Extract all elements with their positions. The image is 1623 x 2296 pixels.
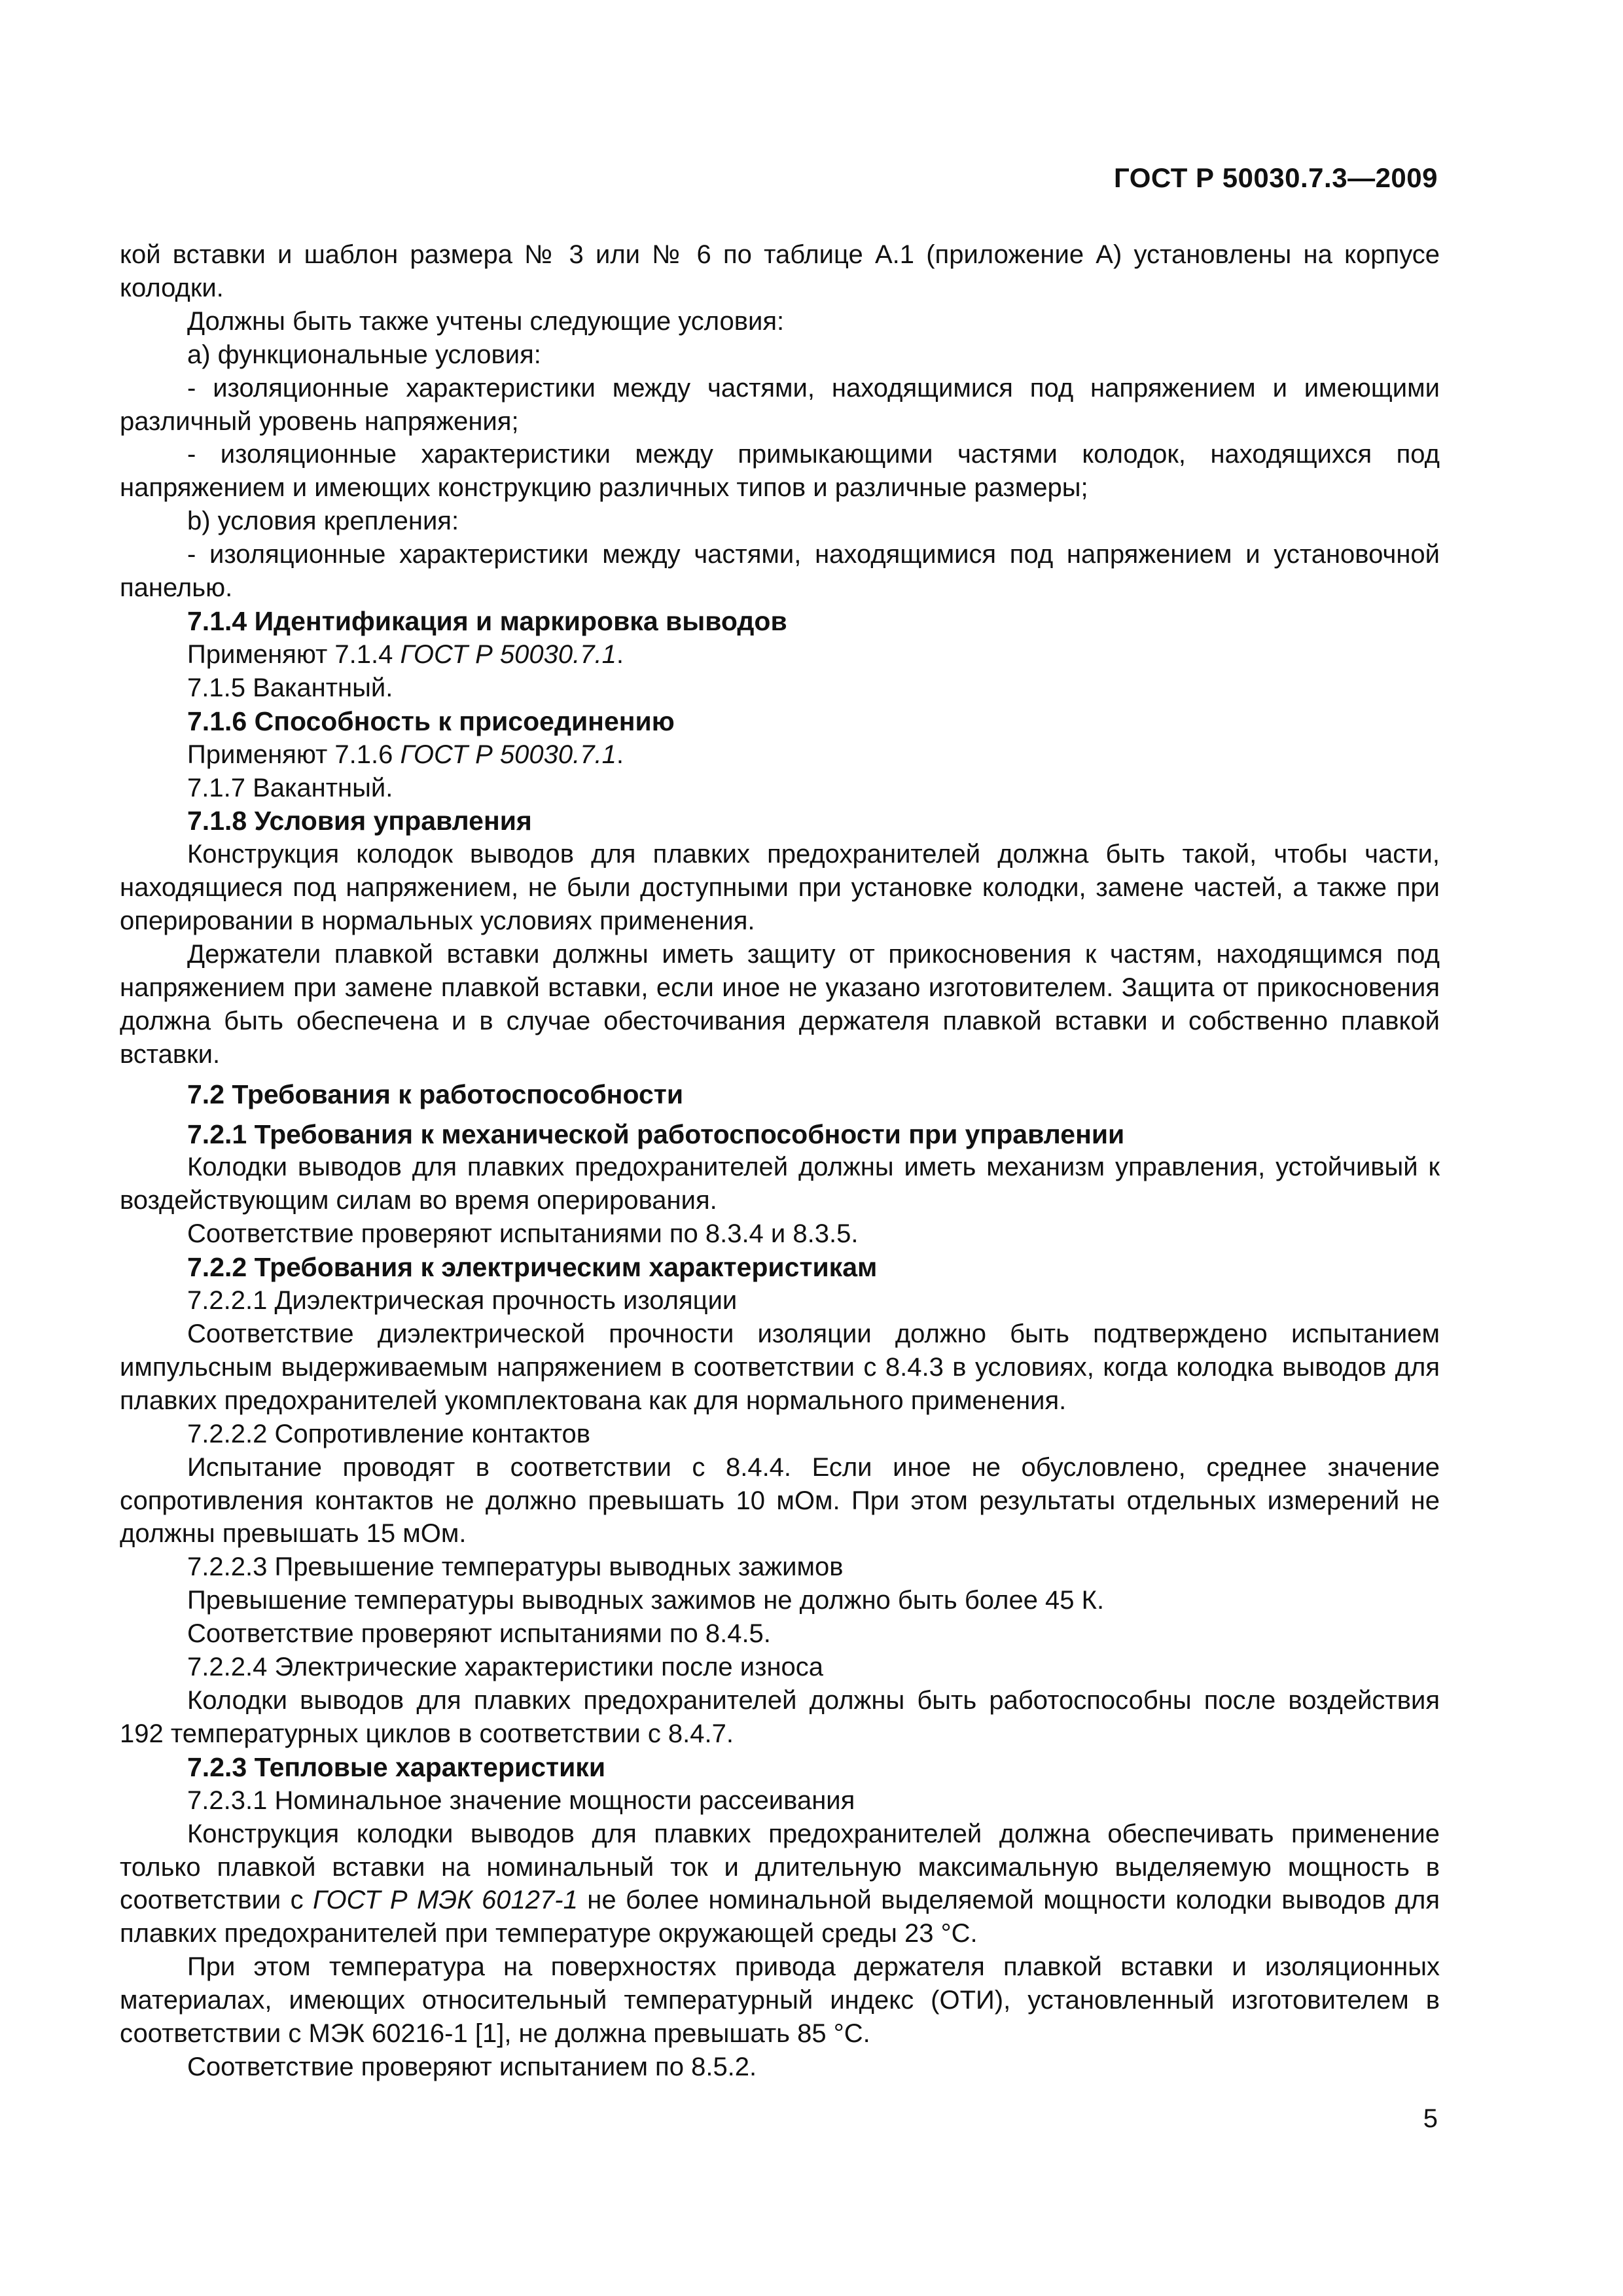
list-item: - изоляционные характеристики между примыкающими частями колодок, находящихся под напряжением и имеющих конструкцию различных типов и различные размеры;	[120, 440, 1440, 503]
standard-reference: ГОСТ Р МЭК 60127-1	[313, 1886, 578, 1915]
page-number: 5	[1423, 2104, 1438, 2133]
list-item: b) условия крепления:	[187, 507, 459, 536]
paragraph: Соответствие проверяют испытаниями по 8.3.4 и 8.3.5.	[187, 1219, 859, 1249]
paragraph: Конструкция колодок выводов для плавких предохранителей должна быть такой, чтобы части, находящиеся под напряжением, не были доступными при установке колодки, замене частей, а также при оперировании в нормальных условиях применения.	[120, 840, 1440, 936]
paragraph: 7.1.5 Вакантный.	[187, 673, 393, 702]
paragraph: Соответствие проверяют испытаниями по 8.4.5.	[187, 1619, 771, 1649]
subsection-title: 7.2.2.4 Электрические характеристики после износа	[187, 1653, 824, 1682]
paragraph: кой вставки и шаблон размера № 3 или № 6 по таблице А.1 (приложение А) установлены на корпусе колодки.	[120, 240, 1440, 302]
standard-reference: ГОСТ Р 50030.7.1	[400, 639, 616, 669]
paragraph: Колодки выводов для плавких предохранителей должны быть работоспособны после воздействия 192 температурных циклов в соответствии с 8.4.7.	[120, 1685, 1440, 1748]
list-item: - изоляционные характеристики между частями, находящимися под напряжением и установочной панелью.	[120, 540, 1440, 603]
paragraph: При этом температура на поверхностях привода держателя плавкой вставки и изоляционных материалах, имеющих относительный температурный индекс (ОТИ), установленный изготовителем в соответствии с МЭК 60216-1 [1], не должна превышать 85 °С.	[120, 1952, 1440, 2049]
paragraph-reference: Конструкция колодки выводов для плавких предохранителей должна обеспечивать применение только плавкой вставки на номинальный ток и длительную максимальную выделяемую мощность в соответствии с ГОСТ Р МЭК 60127-1 не более номинальной выделяемой мощности колодки выводов для плавких предохранителей при температуре окружающей среды 23 °С.	[120, 1819, 1440, 1948]
paragraph: Соответствие диэлектрической прочности изоляции должно быть подтверждено испытанием импульсным выдерживаемым напряжением в соответствии с 8.4.3 в условиях, когда колодка выводов для плавких предохранителей укомплектована как для нормального применения.	[120, 1319, 1440, 1415]
document-body	[120, 238, 1440, 2084]
subsection-title: 7.2.2.3 Превышение температуры выводных зажимов	[187, 1552, 844, 1582]
section-heading-7-1-8: 7.1.8 Условия управления	[187, 806, 532, 836]
list-item: а) функциональные условия:	[187, 340, 541, 369]
subsection-title: 7.2.2.1 Диэлектрическая прочность изоляции	[187, 1286, 738, 1316]
paragraph: Испытание проводят в соответствии с 8.4.4. Если иное не обусловлено, среднее значение сопротивления контактов не должно превышать 10 мОм. При этом результаты отдельных измерений не должны превышать 15 мОм.	[120, 1452, 1440, 1549]
paragraph: Превышение температуры выводных зажимов не должно быть более 45 К.	[187, 1586, 1105, 1615]
subsection-title: 7.2.3.1 Номинальное значение мощности рассеивания	[187, 1785, 855, 1815]
paragraph: Соответствие проверяют испытанием по 8.5.2.	[187, 2052, 757, 2081]
subsection-title: 7.2.2.2 Сопротивление контактов	[187, 1419, 590, 1448]
section-heading-7-1-6: 7.1.6 Способность к присоединению	[187, 706, 675, 736]
section-heading-7-1-4: 7.1.4 Идентификация и маркировка выводов	[187, 605, 787, 636]
paragraph-reference: Применяют 7.1.6 ГОСТ Р 50030.7.1.	[187, 740, 624, 769]
paragraph: 7.1.7 Вакантный.	[187, 773, 393, 802]
section-heading-7-2-2: 7.2.2 Требования к электрическим характеристикам	[187, 1252, 878, 1283]
paragraph: Должны быть также учтены следующие условия:	[187, 306, 785, 336]
paragraph: Держатели плавкой вставки должны иметь защиту от прикосновения к частям, находящимся под напряжением при замене плавкой вставки, если иное не указано изготовителем. Защита от прикосновения должна быть обеспечена и в случае обесточивания держателя плавкой вставки и собственно плавкой вставки.	[120, 940, 1440, 1069]
section-heading-7-2-3: 7.2.3 Тепловые характеристики	[187, 1751, 606, 1782]
standard-reference: ГОСТ Р 50030.7.1	[400, 740, 616, 769]
document-code-header: ГОСТ Р 50030.7.3—2009	[1114, 162, 1438, 193]
section-heading-7-2: 7.2 Требования к работоспособности	[187, 1079, 684, 1109]
section-heading-7-2-1: 7.2.1 Требования к механической работоспособности при управлении	[187, 1119, 1125, 1149]
paragraph: Колодки выводов для плавких предохранителей должны иметь механизм управления, устойчивый к воздействующим силам во время оперирования.	[120, 1153, 1440, 1215]
list-item: - изоляционные характеристики между частями, находящимися под напряжением и имеющими различный уровень напряжения;	[120, 373, 1440, 436]
paragraph-reference: Применяют 7.1.4 ГОСТ Р 50030.7.1.	[187, 639, 624, 669]
